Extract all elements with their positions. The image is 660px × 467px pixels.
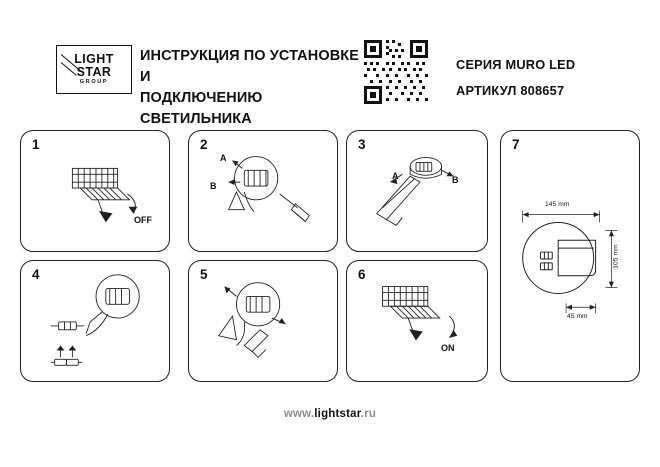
step-2-label-a: A <box>220 153 227 163</box>
step-5-illustration <box>189 261 337 381</box>
header <box>0 0 660 128</box>
step-2-illustration <box>189 131 337 251</box>
title-line-1: ИНСТРУКЦИЯ ПО УСТАНОВКЕ И <box>140 48 359 86</box>
product-series: СЕРИЯ MURO LED <box>456 57 576 72</box>
step-6-illustration <box>347 261 487 381</box>
step-number-3: 3 <box>358 137 366 152</box>
step-number-7: 7 <box>512 137 520 152</box>
step-card-4 <box>20 260 170 382</box>
step-3-label-a: A <box>392 171 399 181</box>
step-3-illustration <box>347 131 487 251</box>
step-3-label-b: B <box>452 175 459 185</box>
step-number-4: 4 <box>32 267 40 282</box>
product-article: АРТИКУЛ 808657 <box>456 82 565 98</box>
dimension-width-label: 145 mm <box>545 201 570 208</box>
step-number-5: 5 <box>200 267 208 282</box>
dimension-depth-label: 45 mm <box>567 313 588 320</box>
website-name: lightstar <box>314 408 361 420</box>
step-card-2 <box>188 130 338 252</box>
step-6-label-on: ON <box>441 343 455 353</box>
website-url[interactable] <box>284 408 376 420</box>
step-number-2: 2 <box>200 137 208 152</box>
step-card-3 <box>346 130 488 252</box>
step-card-5 <box>188 260 338 382</box>
logo-line-1: LIGHT <box>74 52 114 67</box>
dimension-height-label: 105 mm <box>612 244 620 269</box>
qr-code-icon <box>362 38 430 106</box>
step-1-illustration <box>21 131 169 251</box>
step-card-6 <box>346 260 488 382</box>
step-number-6: 6 <box>358 267 366 282</box>
lightstar-logo <box>56 45 132 94</box>
footer <box>0 404 660 422</box>
step-card-7 <box>500 130 640 382</box>
step-1-label-off: OFF <box>134 215 152 225</box>
logo-line-3: GROUP <box>79 79 109 86</box>
website-suffix: .ru <box>360 408 377 420</box>
document-title <box>140 46 360 130</box>
website-prefix: www. <box>283 408 315 420</box>
step-card-1 <box>20 130 170 252</box>
product-info <box>456 52 575 103</box>
logo-line-2: STAR <box>76 64 112 79</box>
title-line-2: ПОДКЛЮЧЕНИЮ СВЕТИЛЬНИКА <box>140 90 263 128</box>
step-4-illustration <box>21 261 169 381</box>
step-number-1: 1 <box>32 137 40 152</box>
steps-grid <box>16 126 644 382</box>
step-2-label-b: B <box>210 181 217 191</box>
